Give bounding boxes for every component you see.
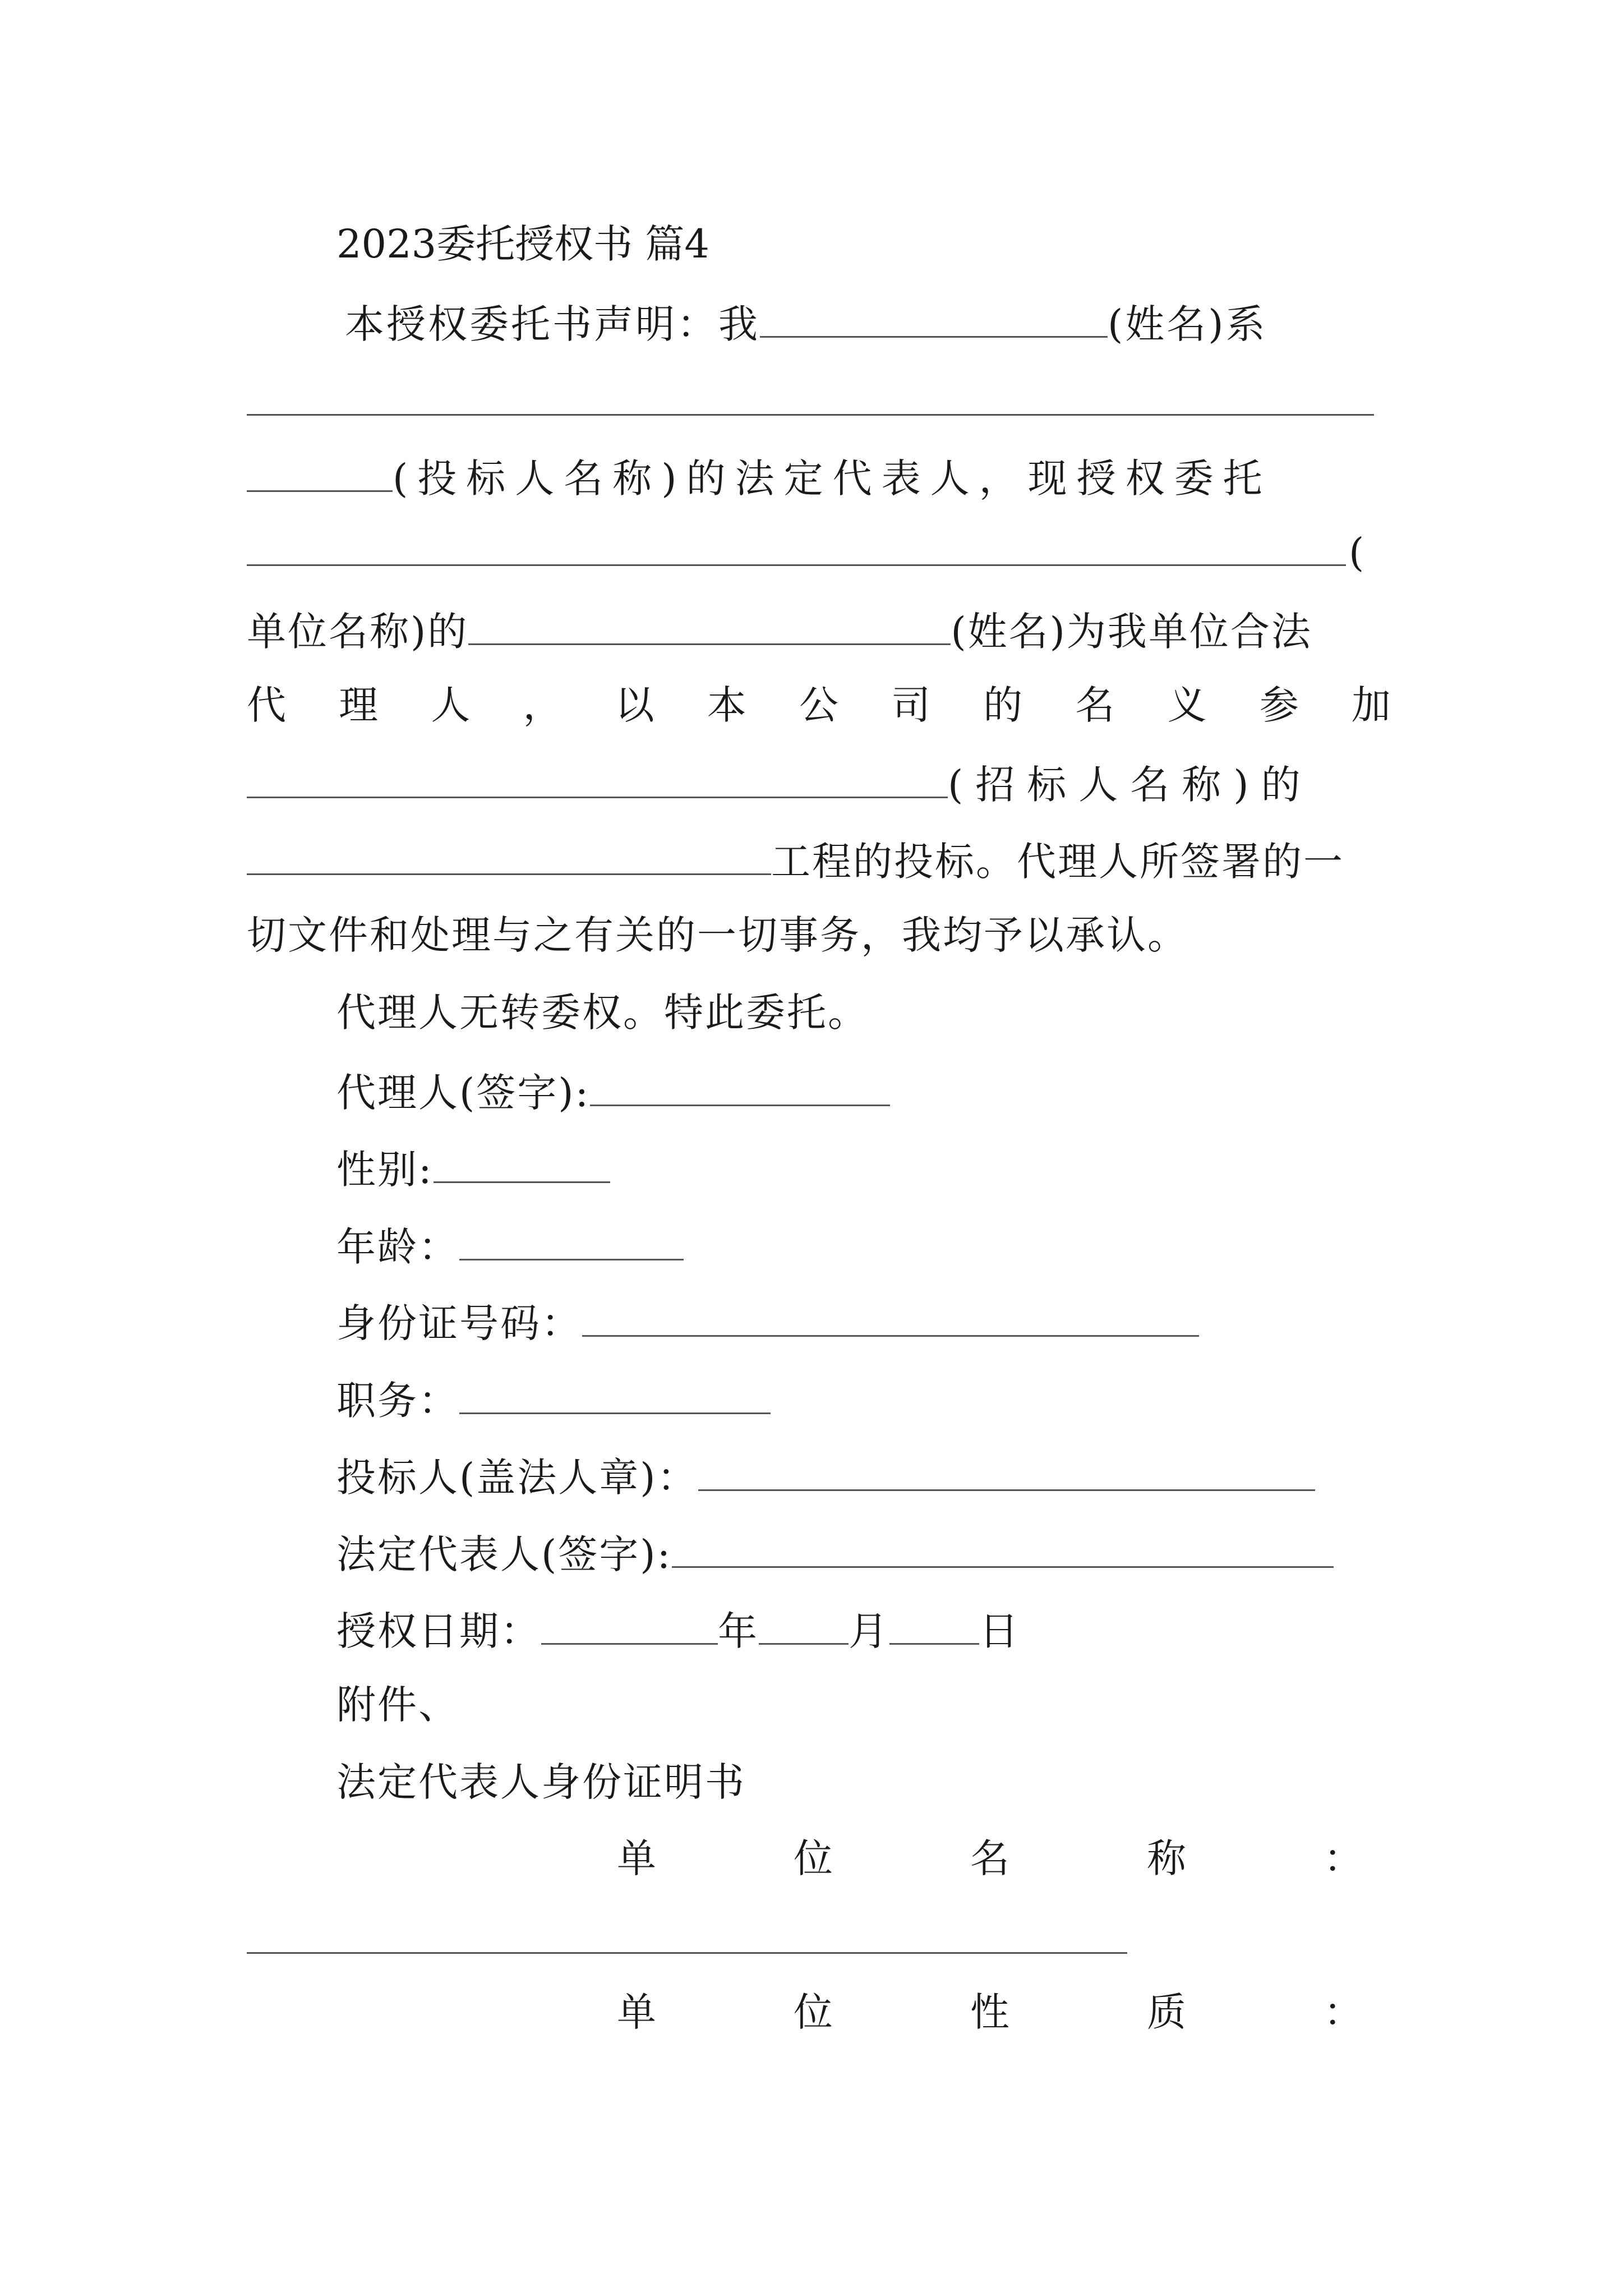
paren-open: ( — [1349, 530, 1364, 576]
char: 的 — [983, 682, 1023, 728]
tenderer-name-blank[interactable] — [247, 762, 948, 798]
no-delegation-text: 代理人无转委权。特此委托。 — [336, 990, 869, 1036]
project-text: 工程的投标。代理人所签署的一 — [771, 839, 1344, 885]
day-label: 日 — [979, 1608, 1020, 1654]
char: 名 — [1075, 682, 1115, 728]
char: ， — [523, 682, 562, 728]
attachment-title: 法定代表人身份证明书 — [336, 1759, 746, 1805]
date-label: 授权日期： — [336, 1608, 541, 1654]
char: ： — [1324, 1835, 1363, 1881]
char: 本 — [707, 682, 746, 728]
char: 公 — [799, 682, 838, 728]
char: 质 — [1147, 1989, 1186, 2035]
gender-field — [336, 1147, 610, 1193]
statement-intro: 本授权委托书声明：我 — [345, 301, 760, 347]
legal-rep-text: (投标人名称)的法定代表人，现授权委托 — [393, 455, 1272, 501]
char: 位 — [794, 1989, 833, 2035]
agent-name-blank[interactable] — [468, 609, 951, 645]
bidder-name-blank-tail[interactable] — [247, 455, 393, 492]
agent-signature-field — [336, 1070, 890, 1116]
id-number-field — [336, 1300, 1199, 1346]
statement-line-1 — [345, 301, 1267, 347]
legal-rep-signature-label: 法定代表人(签字): — [336, 1531, 672, 1577]
id-number-label: 身份证号码： — [336, 1300, 582, 1346]
attachment-label: 附件、 — [336, 1682, 459, 1728]
char: 司 — [891, 682, 931, 728]
gender-blank[interactable] — [434, 1147, 610, 1183]
char: 称 — [1147, 1835, 1186, 1881]
statement-line-5 — [247, 609, 1312, 655]
position-field — [336, 1378, 771, 1424]
statement-line-8 — [247, 839, 1344, 885]
legal-rep-signature-field — [336, 1531, 1334, 1577]
bidder-seal-blank[interactable] — [698, 1455, 1315, 1491]
unit-name-blank[interactable] — [247, 564, 1346, 566]
bidder-seal-label: 投标人(盖法人章)： — [336, 1455, 698, 1501]
age-field — [336, 1224, 684, 1270]
gender-label: 性别: — [336, 1147, 434, 1193]
month-label: 月 — [849, 1608, 889, 1654]
document-title: 2023委托授权书 篇4 — [336, 221, 709, 267]
legal-rep-signature-blank[interactable] — [672, 1531, 1334, 1568]
char: ： — [1324, 1989, 1363, 2035]
year-blank[interactable] — [541, 1608, 718, 1645]
char: 理 — [339, 682, 379, 728]
position-blank[interactable] — [459, 1378, 771, 1414]
agent-signature-label: 代理人(签字): — [336, 1070, 591, 1116]
month-blank[interactable] — [759, 1608, 849, 1645]
char: 参 — [1259, 682, 1299, 728]
char: 以 — [615, 682, 654, 728]
char: 位 — [794, 1835, 833, 1881]
char: 单 — [617, 1835, 656, 1881]
statement-line-3 — [247, 455, 1272, 501]
agent-name-text: (姓名)为我单位合法 — [951, 609, 1312, 655]
char: 义 — [1167, 682, 1207, 728]
name-label: (姓名)系 — [1108, 301, 1267, 347]
unit-name-value-blank[interactable] — [247, 1952, 1127, 1954]
bidder-name-blank[interactable] — [247, 414, 1374, 416]
char: 名 — [970, 1835, 1009, 1881]
statement-line-9: 切文件和处理与之有关的一切事务，我均予以承认。 — [247, 912, 1188, 958]
name-blank[interactable] — [760, 301, 1108, 338]
char: 性 — [970, 1989, 1009, 2035]
unit-nature-row — [617, 1989, 1363, 2035]
statement-line-6 — [247, 682, 1391, 728]
day-blank[interactable] — [889, 1608, 979, 1645]
char: 加 — [1351, 682, 1391, 728]
char: 单 — [617, 1989, 656, 2035]
bidder-seal-field — [336, 1455, 1315, 1501]
statement-line-7 — [247, 762, 1313, 808]
char: 人 — [431, 682, 471, 728]
agent-signature-blank[interactable] — [590, 1070, 890, 1106]
tenderer-name-label: (招标人名称)的 — [948, 762, 1313, 808]
unit-name-row — [617, 1835, 1363, 1881]
char: 代 — [247, 682, 286, 728]
year-label: 年 — [718, 1608, 759, 1654]
project-name-blank[interactable] — [247, 839, 771, 875]
position-label: 职务： — [336, 1378, 459, 1424]
age-blank[interactable] — [459, 1224, 684, 1260]
authorization-date-field — [336, 1608, 1020, 1654]
unit-name-label: 单位名称)的 — [247, 609, 469, 655]
age-label: 年龄： — [336, 1224, 459, 1270]
id-number-blank[interactable] — [582, 1300, 1199, 1337]
